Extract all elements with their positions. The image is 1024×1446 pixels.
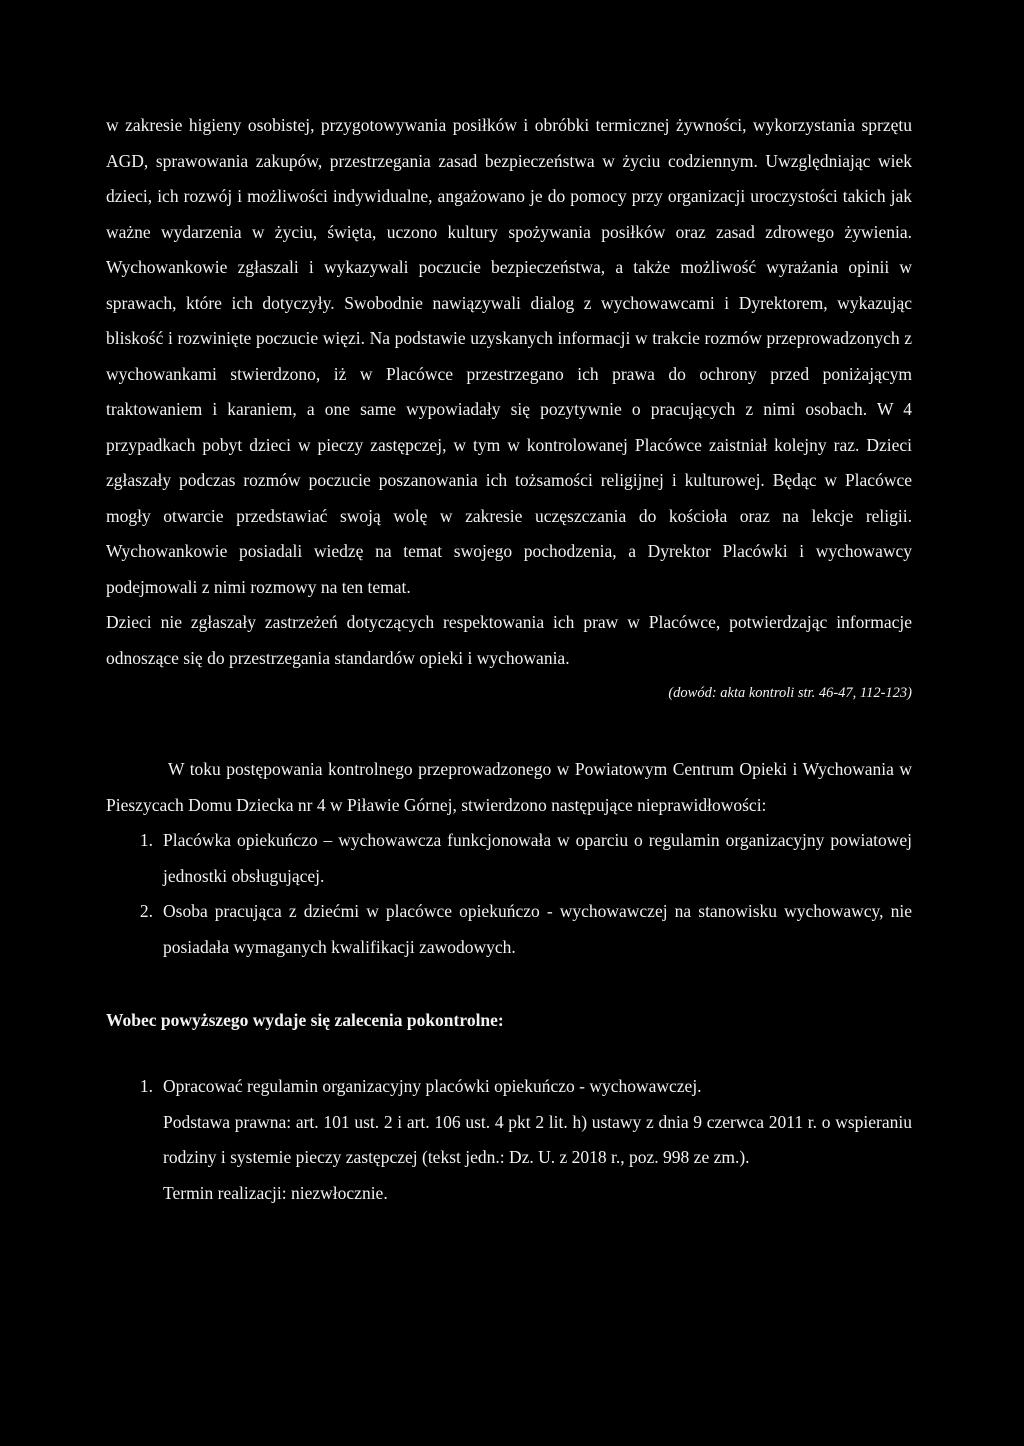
legal-basis: Podstawa prawna: art. 101 ust. 2 i art. 106 ust. 4 pkt 2 lit. h) ustawy z dnia 9 czerwca 2011 r. o wspieraniu rodziny i systemie pieczy zastępczej (tekst jedn.: Dz. U. z 2018 r., poz. 998 ze zm.).	[163, 1111, 912, 1167]
evidence-reference: (dowód: akta kontroli str. 46-47, 112-123)	[668, 685, 912, 701]
recommendations-list	[106, 1069, 912, 1211]
page-content	[106, 108, 912, 1211]
list-item	[106, 1069, 912, 1211]
deadline: Termin realizacji: niezwłocznie.	[163, 1182, 388, 1203]
list-item	[106, 823, 912, 894]
list-number: 1.	[139, 1076, 153, 1096]
body-paragraph: w zakresie higieny osobistej, przygotowywania posiłków i obróbki termicznej żywności, wykorzystania sprzętu AGD, sprawowania zakupów, przestrzegania zasad bezpieczeństwa w życiu codziennym. Uwzględniając wiek dzieci, ich rozwój i możliwości indywidualne, angażowano je do pomocy przy organizacji uroczystości takich jak ważne wydarzenia w życiu, święta, uczono kultury spożywania posiłków oraz zasad zdrowego żywienia. Wychowankowie zgłaszali i wykazywali poczucie bezpieczeństwa, a także możliwość wyrażania opinii w sprawach, które ich dotyczyły. Swobodnie nawiązywali dialog z wychowawcami i Dyrektorem, wykazując bliskość i rozwinięte poczucie więzi. Na podstawie uzyskanych informacji w trakcie rozmów przeprowadzonych z wychowankami stwierdzono, iż w Placówce przestrzegano ich prawa do ochrony przed poniżającym traktowaniem i karaniem, a one same wypowiadały się pozytywnie o pracujących z nimi osobach. W 4 przypadkach pobyt dzieci w pieczy zastępczej, w tym w kontrolowanej Placówce zaistniał kolejny raz. Dzieci zgłaszały podczas rozmów poczucie poszanowania ich tożsamości religijnej i kulturowej. Będąc w Placówce mogły otwarcie przedstawiać swoją wolę w zakresie uczęszczania do kościoła oraz na lekcje religii. Wychowankowie posiadali wiedzę na temat swojego pochodzenia, a Dyrektor Placówki i wychowawcy podejmowali z nimi rozmowy na ten temat.	[106, 115, 912, 597]
recommendations-heading: Wobec powyższego wydaje się zalecenia pokontrolne:	[106, 1010, 504, 1030]
body-paragraph: Dzieci nie zgłaszały zastrzeżeń dotyczących respektowania ich praw w Placówce, potwierdzając informacje odnoszące się do przestrzegania standardów opieki i wychowania.	[106, 612, 912, 668]
list-text: Osoba pracująca z dziećmi w placówce opiekuńczo - wychowawczej na stanowisku wychowawcy, nie posiadała wymaganych kwalifikacji zawodowych.	[163, 901, 912, 957]
list-number: 2.	[139, 901, 153, 921]
recommendation-body	[163, 1069, 912, 1211]
findings-intro: W toku postępowania kontrolnego przeprowadzonego w Powiatowym Centrum Opieki i Wychowania w Pieszycach Domu Dziecka nr 4 w Piławie Górnej, stwierdzono następujące nieprawidłowości:	[106, 759, 912, 815]
list-text: Placówka opiekuńczo – wychowawcza funkcjonowała w oparciu o regulamin organizacyjny powiatowej jednostki obsługującej.	[163, 830, 912, 886]
recommendation-title: Opracować regulamin organizacyjny placówki opiekuńczo - wychowawczej.	[163, 1076, 702, 1096]
findings-list	[106, 823, 912, 965]
list-number: 1.	[139, 830, 153, 850]
list-item	[106, 894, 912, 965]
